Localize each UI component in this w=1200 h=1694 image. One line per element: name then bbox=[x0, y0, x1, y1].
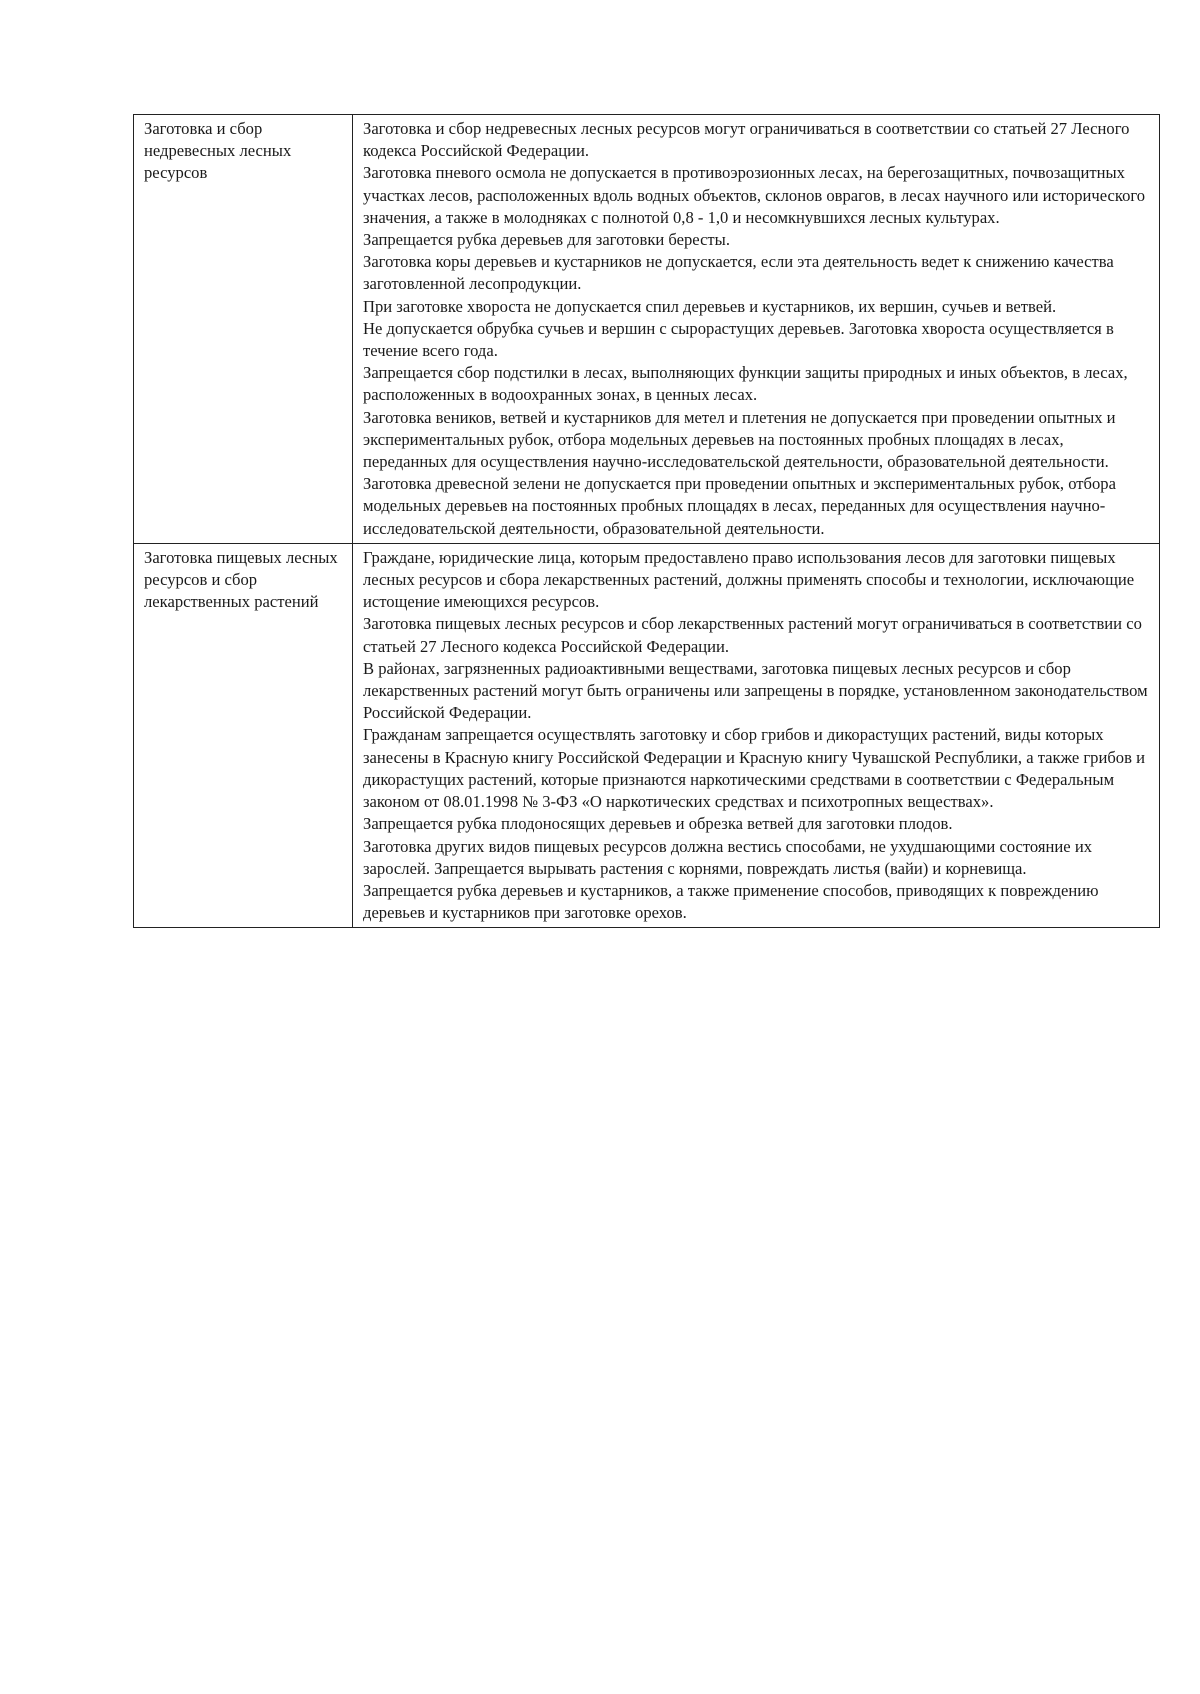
activity-label: Заготовка и сбор недревесных лесных ресурсов bbox=[144, 119, 292, 183]
table-row bbox=[134, 115, 1160, 544]
requirement-paragraph: Заготовка других видов пищевых ресурсов должна вестись способами, не ухудшающими состояние их зарослей. Запрещается вырывать растения с корнями, повреждать листья (вайи) и корневища. bbox=[363, 836, 1092, 878]
requirement-paragraph: Запрещается рубка деревьев для заготовки бересты. bbox=[363, 230, 730, 250]
requirements-cell bbox=[353, 543, 1160, 927]
requirement-paragraph: Запрещается сбор подстилки в лесах, выполняющих функции защиты природных и иных объектов, в лесах, расположенных в водоохранных зонах, в ценных лесах. bbox=[363, 363, 1128, 405]
activity-label: Заготовка пищевых лесных ресурсов и сбор лекарственных растений bbox=[144, 547, 338, 612]
regulations-table bbox=[133, 114, 1160, 928]
requirement-paragraph: Запрещается рубка плодоносящих деревьев и обрезка ветвей для заготовки плодов. bbox=[363, 814, 953, 834]
requirement-paragraph: Не допускается обрубка сучьев и вершин с сырорастущих деревьев. Заготовка хвороста осуществляется в течение всего года. bbox=[363, 318, 1114, 361]
activity-cell bbox=[134, 115, 353, 544]
requirements-cell bbox=[353, 115, 1160, 544]
requirement-paragraph: При заготовке хвороста не допускается спил деревьев и кустарников, их вершин, сучьев и ветвей. bbox=[363, 296, 1057, 316]
requirement-paragraph: Граждане, юридические лица, которым предоставлено право использования лесов для заготовки пищевых лесных ресурсов и сбора лекарственных растений, должны применять способы и технологии, исключающие истощение имеющихся ресурсов. bbox=[363, 547, 1135, 612]
requirement-paragraph: Запрещается рубка деревьев и кустарников, а также применение способов, приводящих к повреждению деревьев и кустарников при заготовке орехов. bbox=[363, 880, 1099, 923]
requirement-paragraph: Заготовка древесной зелени не допускается при проведении опытных и экспериментальных рубок, отбора модельных деревьев на постоянных пробных площадях в лесах, переданных для осуществления научно-исследовательской деятельности, образовательной деятельности. bbox=[363, 474, 1116, 538]
requirement-paragraph: Гражданам запрещается осуществлять заготовку и сбор грибов и дикорастущих растений, виды которых занесены в Красную книгу Российской Федерации и Красную книгу Чувашской Республики, а также грибов и дикорастущих растений, которые признаются наркотическими средствами в соответствии с Федеральным законом от 08.01.1998 № 3-ФЗ «О наркотических средствах и психотропных веществах». bbox=[363, 725, 1145, 812]
requirement-paragraph: Заготовка пищевых лесных ресурсов и сбор лекарственных растений могут ограничиваться в соответствии со статьей 27 Лесного кодекса Российской Федерации. bbox=[363, 614, 1142, 656]
requirement-paragraph: Заготовка коры деревьев и кустарников не допускается, если эта деятельность ведет к снижению качества заготовленной лесопродукции. bbox=[363, 252, 1114, 294]
requirement-paragraph: Заготовка веников, ветвей и кустарников для метел и плетения не допускается при проведении опытных и экспериментальных рубок, отбора модельных деревьев на постоянных пробных площадях в лесах, переданных для осуществления научно-исследовательской деятельности, образовательной деятельности. bbox=[363, 407, 1116, 472]
table-row bbox=[134, 543, 1160, 927]
requirement-paragraph: Заготовка и сбор недревесных лесных ресурсов могут ограничиваться в соответствии со статьей 27 Лесного кодекса Российской Федерации. bbox=[363, 119, 1130, 161]
requirement-paragraph: Заготовка пневого осмола не допускается в противоэрозионных лесах, на берегозащитных, почвозащитных участках лесов, расположенных вдоль водных объектов, склонов оврагов, в лесах научного или исторического значения, а также в молодняках с полнотой 0,8 - 1,0 и несомкнувшихся лесных культурах. bbox=[363, 163, 1146, 227]
activity-cell bbox=[134, 543, 353, 927]
requirement-paragraph: В районах, загрязненных радиоактивными веществами, заготовка пищевых лесных ресурсов и сбор лекарственных растений могут быть ограничены или запрещены в порядке, установленном законодательством Российской Федерации. bbox=[363, 658, 1148, 723]
